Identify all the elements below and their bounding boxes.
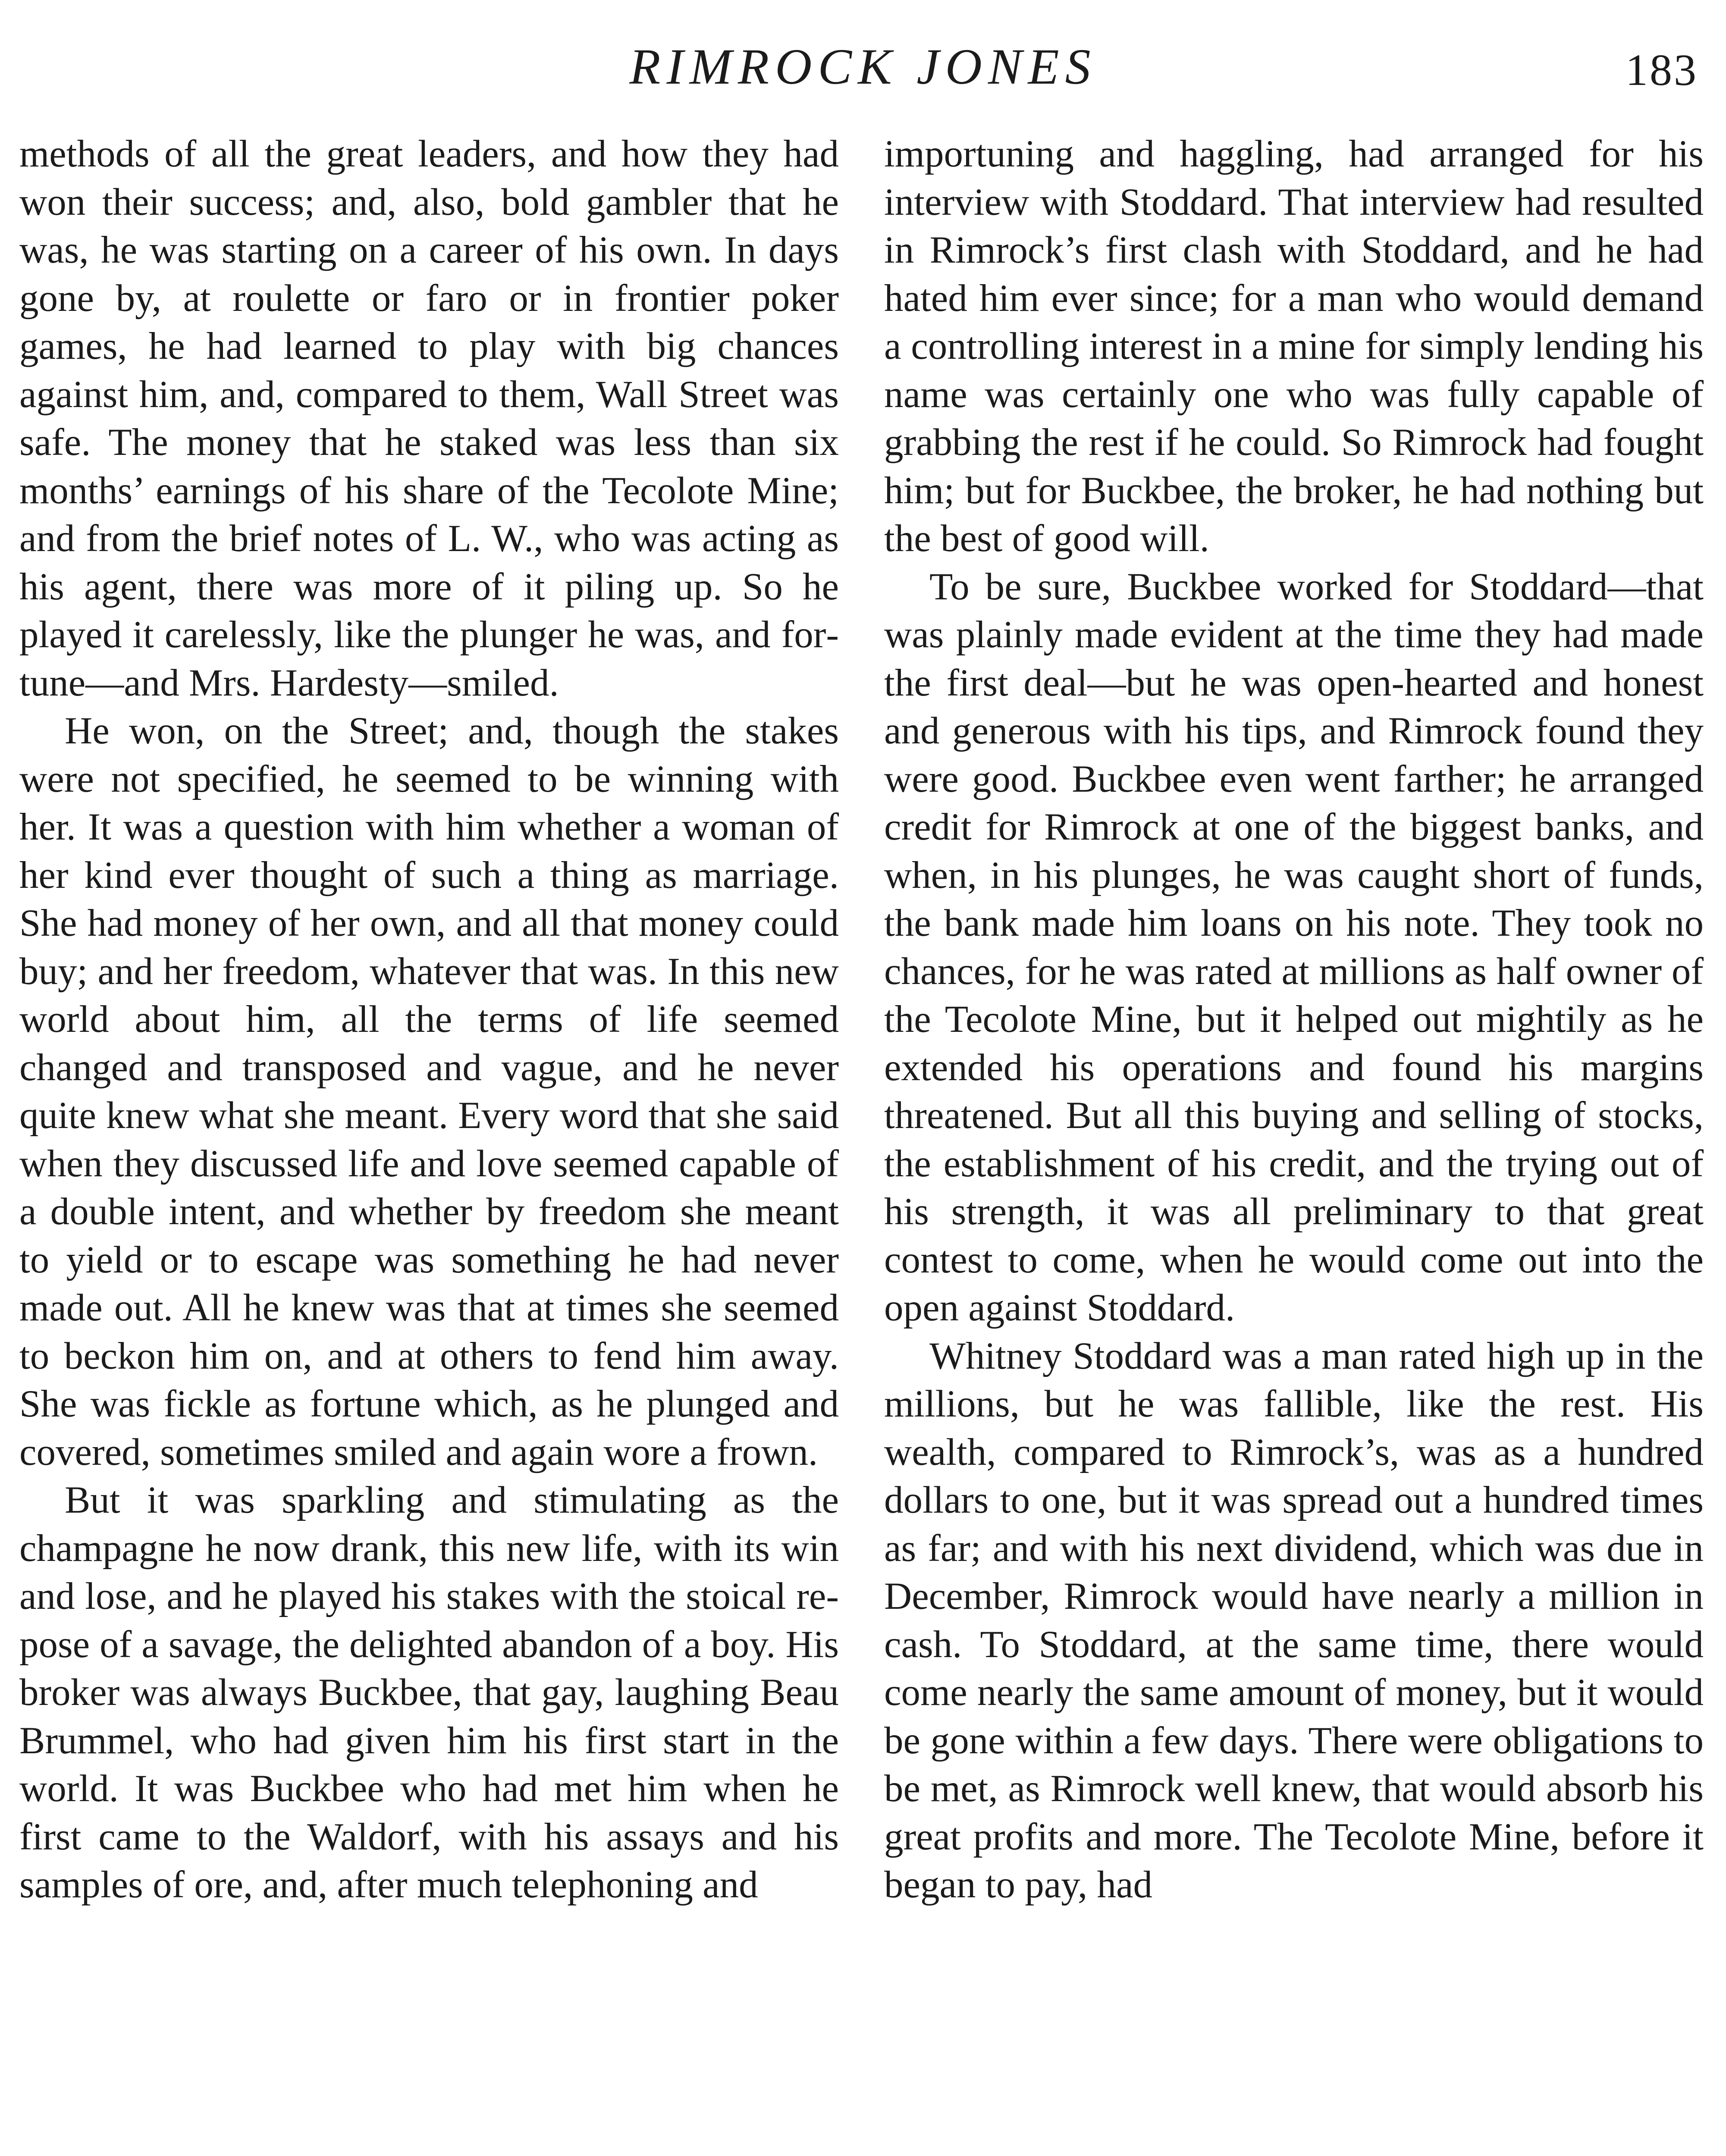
paragraph: Whitney Stoddard was a man rated high up in the millions, but he was fallible, like the rest. His wealth, compared to Rimrock’s, was as a hundred dollars to one, but it was spread out a hundred times as far; and with his next dividend, which was due in December, Rimrock would have nearly a million in cash. To Stoddard, at the same time, there would come nearly the same amount of money, but it would be gone within a few days. There were obligations to be met, as Rimrock well knew, that would absorb his great profits and more. The Tecolote Mine, before it began to pay, had xyxy=(884,1335,1704,1906)
page-number: 183 xyxy=(1626,45,1698,95)
paragraph: But it was sparkling and stimulating as the champagne he now drank, this new life, with its win and lose, and he played his stakes with the stoical repose of a savage, the delighted abandon of a boy. His broker was always Buckbee, that gay, laughing Beau Brummel, who had given him his first start in the world. It was Buckbee who had met him when he first came to the Waldorf, with his assays and his samples of ore, and, after much telephoning and xyxy=(19,1479,839,1906)
paragraph: methods of all the great leaders, and how they had won their success; and, also, bold gambler that he was, he was starting on a career of his own. In days gone by, at roulette or faro or in frontier poker games, he had learned to play with big chances against him, and, compared to them, Wall Street was safe. The money that he staked was less than six months’ earnings of his share of the Tecolote Mine; and from the brief notes of L. W., who was acting as his agent, there was more of it piling up. So he played it carelessly, like the plunger he was, and fortune—and Mrs. Hardesty—smiled. xyxy=(19,133,839,704)
paragraph: He won, on the Street; and, though the stakes were not specified, he seemed to be winning with her. It was a question with him whether a woman of her kind ever thought of such a thing as marriage. She had money of her own, and all that money could buy; and her freedom, whatever that was. In this new world about him, all the terms of life seemed changed and transposed and vague, and he never quite knew what she meant. Every word that she said when they discussed life and love seemed capable of a double intent, and whether by freedom she meant to yield or to escape was something he had never made out. All he knew was that at times she seemed to beckon him on, and at others to fend him away. She was fickle as fortune which, as he plunged and covered, sometimes smiled and again wore a frown. xyxy=(19,710,839,1473)
running-title: RIMROCK JONES xyxy=(629,38,1097,95)
paragraph: To be sure, Buckbee worked for Stoddard—that was plainly made evident at the time they had made the first deal—but he was open-hearted and honest and generous with his tips, and Rimrock found they were good. Buckbee even went farther; he arranged credit for Rimrock at one of the biggest banks, and when, in his plunges, he was caught short of funds, the bank made him loans on his note. They took no chances, for he was rated at millions as half owner of the Tecolote Mine, but it helped out mightily as he extended his operations and found his margins threatened. But all this buying and selling of stocks, the establishment of his credit, and the trying out of his strength, it was all preliminary to that great contest to come, when he would come out into the open against Stoddard. xyxy=(884,565,1704,1329)
paragraph: importuning and haggling, had arranged for his interview with Stoddard. That interview had resulted in Rimrock’s first clash with Stoddard, and he had hated him ever since; for a man who would demand a controlling interest in a mine for simply lending his name was certainly one who was fully capable of grabbing the rest if he could. So Rimrock had fought him; but for Buckbee, the broker, he had nothing but the best of good will. xyxy=(884,133,1704,560)
text-column-left xyxy=(19,130,839,1909)
text-column-right xyxy=(884,130,1704,1909)
running-header xyxy=(0,0,1726,129)
